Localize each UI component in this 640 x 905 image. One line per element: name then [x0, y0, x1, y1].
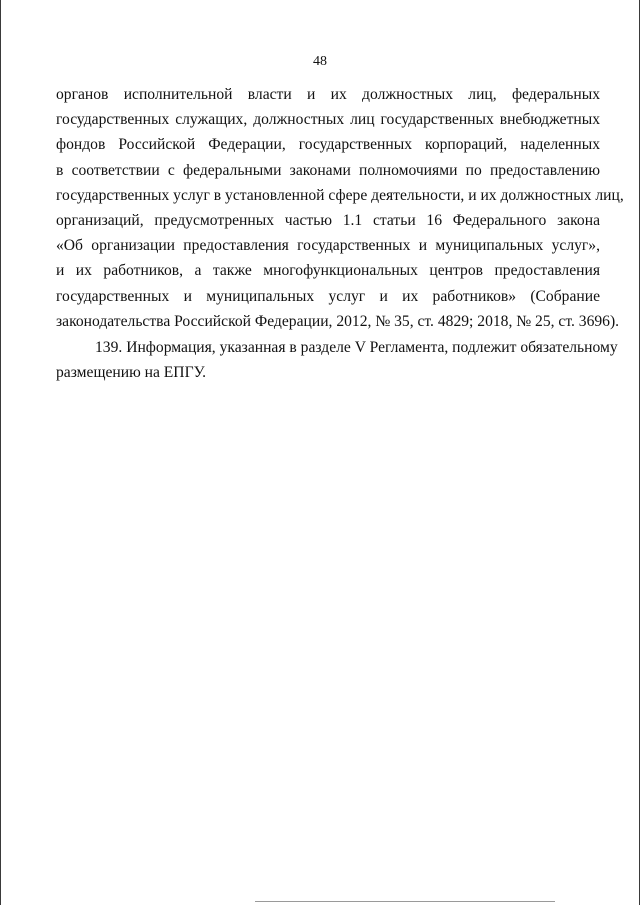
- text-line: фондов Российской Федерации, государственных корпораций, наделенных: [56, 136, 600, 154]
- text-line: государственных и муниципальных услуг и их работников» (Собрание: [56, 287, 600, 305]
- text-line: размещению на ЕПГУ.: [56, 364, 206, 382]
- paragraph-139: [56, 335, 618, 385]
- text-line: законодательства Российской Федерации, 2012, № 35, ст. 4829; 2018, № 25, ст. 3696).: [56, 312, 620, 330]
- text-line: 139. Информация, указанная в разделе V Регламента, подлежит обязательному: [95, 339, 618, 357]
- text-line: организаций, предусмотренных частью 1.1 статьи 16 Федерального закона: [56, 212, 600, 230]
- text-line: и их работников, а также многофункциональных центров предоставления: [56, 262, 600, 280]
- text-line: государственных служащих, должностных лиц государственных внебюджетных: [56, 111, 600, 129]
- text-line: в соответствии с федеральными законами полномочиями по предоставлению: [56, 161, 600, 179]
- page-number: 48: [313, 54, 327, 69]
- page-edge-left: [0, 0, 1, 905]
- text-line: органов исполнительной власти и их должностных лиц, федеральных: [56, 86, 600, 103]
- text-line: государственных услуг в установленной сфере деятельности, и их должностных лиц,: [56, 186, 624, 204]
- document-body: [56, 82, 624, 385]
- page-edge-bottom: [255, 901, 555, 902]
- paragraph-continuation: [56, 82, 624, 334]
- text-line: «Об организации предоставления государственных и муниципальных услуг»,: [56, 237, 600, 255]
